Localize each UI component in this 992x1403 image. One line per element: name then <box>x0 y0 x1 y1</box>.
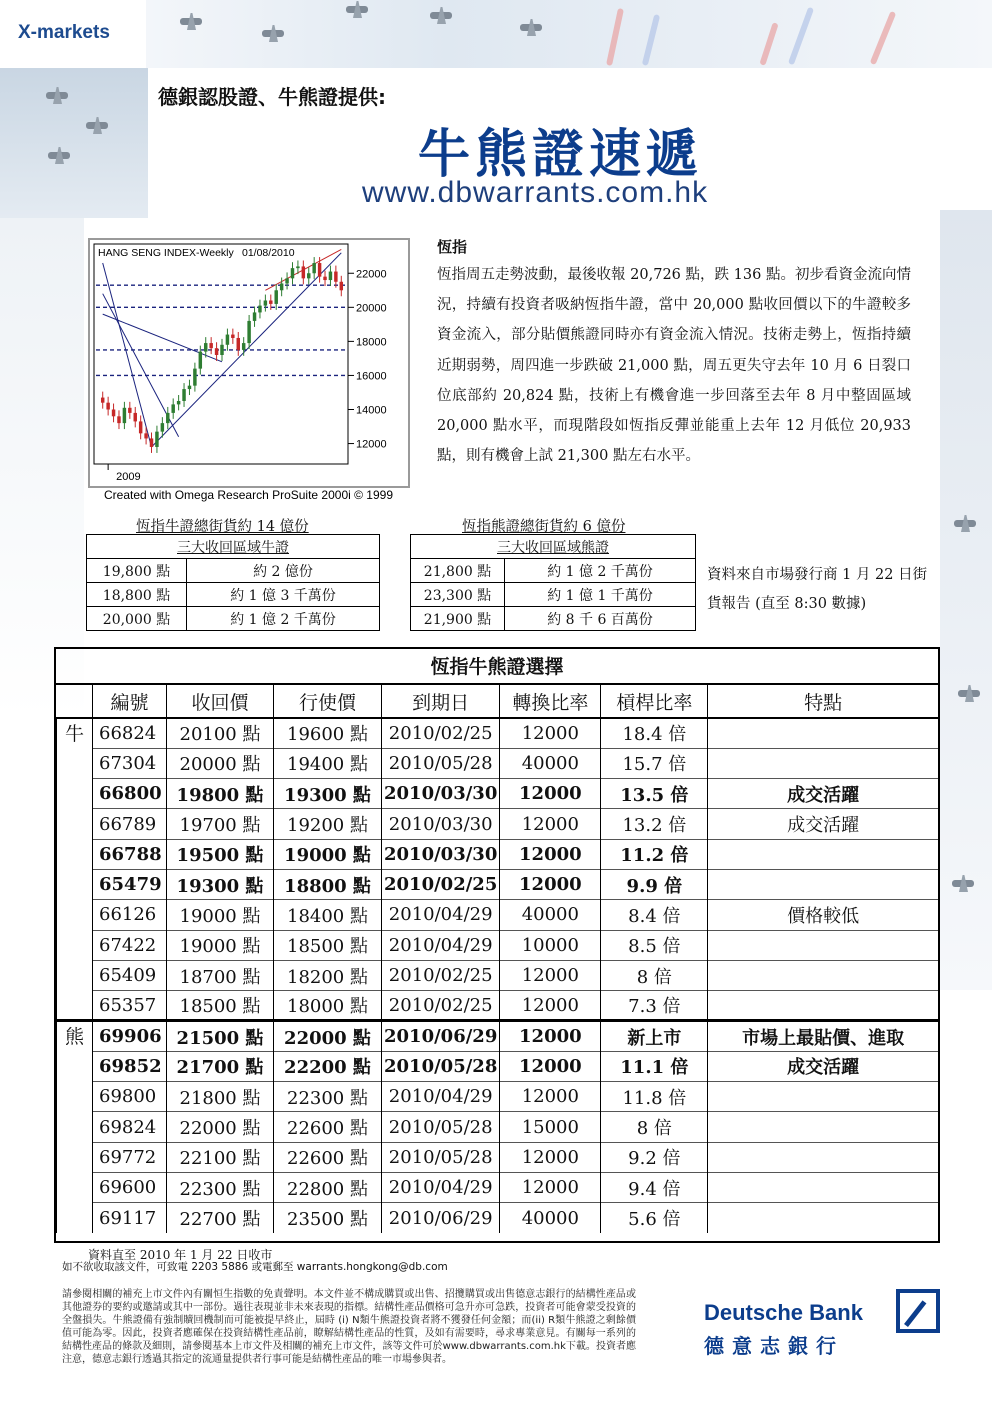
candle-body <box>139 421 142 433</box>
cell-call: 19000 點 <box>167 900 274 930</box>
candle-body <box>199 352 202 369</box>
cell-code[interactable]: 65479 <box>93 869 167 899</box>
candle-body <box>307 273 310 278</box>
bear-summary-row <box>411 607 696 631</box>
side-label: 牛 <box>57 718 93 1021</box>
candle-body <box>334 272 337 282</box>
cell-note <box>708 869 938 899</box>
candle-body <box>323 277 326 280</box>
bear-summary-row <box>411 559 696 583</box>
cell-code[interactable]: 66126 <box>93 900 167 930</box>
bull-summary-row <box>87 559 380 583</box>
cell-expiry: 2010/02/25 <box>382 991 500 1021</box>
bull-summary-table <box>86 534 380 631</box>
cell-strike: 18400 點 <box>274 900 382 930</box>
cell-note <box>708 960 938 990</box>
chart-date-label: 01/08/2010 <box>242 247 295 259</box>
cell-code[interactable]: 69772 <box>93 1142 167 1172</box>
candle-body <box>285 278 288 283</box>
jets-photo-left <box>0 68 148 218</box>
cell-expiry: 2010/03/30 <box>382 779 500 809</box>
cell-expiry: 2010/06/29 <box>382 1021 500 1051</box>
jet-icon <box>262 30 284 37</box>
cell-lev: 5.6 倍 <box>601 1203 708 1233</box>
outstanding-amount: 約 1 億 2 千萬份 <box>187 607 380 631</box>
table-row <box>57 779 939 809</box>
cell-strike: 22300 點 <box>274 1082 382 1112</box>
cell-code[interactable]: 66824 <box>93 718 167 748</box>
candle-body <box>340 282 343 291</box>
outstanding-amount: 約 8 千 6 百萬份 <box>505 607 696 631</box>
bull-summary-row <box>87 583 380 607</box>
cell-code[interactable]: 69800 <box>93 1082 167 1112</box>
cell-ratio: 40000 <box>500 900 601 930</box>
table-row <box>57 718 939 748</box>
bear-summary-header: 三大收回區域熊證 <box>411 535 696 559</box>
jet-icon <box>430 12 452 19</box>
cell-code[interactable]: 69600 <box>93 1172 167 1202</box>
cell-lev: 13.2 倍 <box>601 809 708 839</box>
cell-ratio: 12000 <box>500 839 601 869</box>
header-sky-banner <box>0 0 992 68</box>
candle-body <box>302 266 305 278</box>
y-tick-label: 18000 <box>356 336 387 349</box>
candle-body <box>128 408 131 413</box>
candle-body <box>171 404 174 413</box>
cell-call: 19300 點 <box>167 869 274 899</box>
hsi-weekly-chart <box>88 238 410 506</box>
cell-lev: 11.1 倍 <box>601 1051 708 1081</box>
cell-note <box>708 930 938 960</box>
cell-lev: 新上市 <box>601 1021 708 1051</box>
side-header <box>57 685 93 718</box>
cell-strike: 18000 點 <box>274 991 382 1021</box>
deutsche-bank-name: Deutsche Bank <box>704 1300 863 1325</box>
candle-body <box>291 268 294 278</box>
data-date-note: 資料直至 2010 年 1 月 22 日收市 <box>88 1248 273 1262</box>
candle-body <box>106 403 109 410</box>
cell-ratio: 12000 <box>500 991 601 1021</box>
cbbc-selection-table <box>54 647 940 1243</box>
bear-summary-title: 恆指熊證總街貨約 6 億份 <box>462 519 626 535</box>
candle-body <box>253 312 256 321</box>
y-tick-label: 22000 <box>356 268 387 281</box>
sky-fade-left <box>0 218 84 718</box>
header-row <box>57 685 939 718</box>
cell-note: 成交活躍 <box>708 779 938 809</box>
unsubscribe-note: 如不欲收取該文件，可致電 2203 5886 或電郵至 warrants.hongkong@db.com <box>62 1261 448 1273</box>
candle-body <box>144 433 147 438</box>
candle-body <box>215 348 218 355</box>
cell-note <box>708 1082 938 1112</box>
cell-strike: 19200 點 <box>274 809 382 839</box>
xmarkets-logo: X-markets <box>18 22 110 43</box>
cell-call: 21500 點 <box>167 1021 274 1051</box>
bull-summary-header: 三大收回區域牛證 <box>87 535 380 559</box>
table-row <box>57 991 939 1021</box>
cell-strike: 19000 點 <box>274 839 382 869</box>
cell-lev: 13.5 倍 <box>601 779 708 809</box>
cell-code[interactable]: 69906 <box>93 1021 167 1051</box>
outstanding-amount: 約 1 億 3 千萬份 <box>187 583 380 607</box>
cell-lev: 8.4 倍 <box>601 900 708 930</box>
table-row <box>57 1082 939 1112</box>
candle-body <box>242 343 245 350</box>
table-row <box>57 1142 939 1172</box>
y-tick-label: 14000 <box>356 404 387 417</box>
cell-call: 20000 點 <box>167 748 274 778</box>
deutsche-bank-name-cn: 德意志銀行 <box>704 1334 844 1358</box>
candle-body <box>177 401 180 404</box>
col-header: 槓桿比率 <box>601 685 708 718</box>
cell-expiry: 2010/04/29 <box>382 930 500 960</box>
commentary-body: 恆指周五走勢波動，最後收報 20,726 點，跌 136 點。初步看資金流向情況，持續有投資者吸納恆指牛證，當中 20,000 點收回價以下的牛證較多資金流入，部分貼價熊證同時亦有資金流入情況。技術走勢上，恆指持續近期弱勢，周四進一步跌破 21,000 點，周五更失守去年 10 月 6 日裂口位底部約 20,824 點，技術上有機會進一步回落至去年 8 月中整固區域 20,000 點水平，而現階段如恆指反彈並能重上去年 12 月低位 20,933 點，則有機會上試 21,300 點左右水平。 <box>437 267 911 465</box>
cell-strike: 22200 點 <box>274 1051 382 1081</box>
cell-call: 22700 點 <box>167 1203 274 1233</box>
cell-expiry: 2010/05/28 <box>382 1051 500 1081</box>
candle-body <box>237 338 240 350</box>
cell-expiry: 2010/04/29 <box>382 900 500 930</box>
candle-body <box>182 389 185 401</box>
provider-line: 德銀認股證、牛熊證提供: <box>158 85 386 109</box>
cell-call: 20100 點 <box>167 718 274 748</box>
cell-strike: 22600 點 <box>274 1142 382 1172</box>
cell-expiry: 2010/02/25 <box>382 960 500 990</box>
cell-strike: 18200 點 <box>274 960 382 990</box>
cell-ratio: 12000 <box>500 960 601 990</box>
candle-body <box>247 321 250 343</box>
y-tick-label: 20000 <box>356 302 387 315</box>
cell-code[interactable]: 67304 <box>93 748 167 778</box>
cell-ratio: 40000 <box>500 748 601 778</box>
cell-lev: 8 倍 <box>601 1112 708 1142</box>
jet-icon <box>46 92 68 99</box>
call-level: 21,900 點 <box>411 607 505 631</box>
cell-expiry: 2010/02/25 <box>382 869 500 899</box>
candle-body <box>117 416 120 423</box>
jet-icon <box>952 880 974 887</box>
candle-body <box>296 266 299 268</box>
call-level: 23,300 點 <box>411 583 505 607</box>
cell-code[interactable]: 69117 <box>93 1203 167 1233</box>
chart-credit: Created with Omega Research ProSuite 2000i © 1999 <box>104 488 394 502</box>
cell-note: 成交活躍 <box>708 809 938 839</box>
cell-lev: 11.8 倍 <box>601 1082 708 1112</box>
candle-body <box>231 335 234 338</box>
cell-note <box>708 991 938 1021</box>
candle-body <box>220 345 223 355</box>
call-level: 20,000 點 <box>87 607 187 631</box>
table-row <box>57 809 939 839</box>
col-header: 行使價 <box>274 685 382 718</box>
table-row <box>57 869 939 899</box>
cell-code[interactable]: 65357 <box>93 991 167 1021</box>
cell-code[interactable]: 66789 <box>93 809 167 839</box>
candle-body <box>101 398 104 403</box>
cell-call: 21800 點 <box>167 1082 274 1112</box>
cell-lev: 8 倍 <box>601 960 708 990</box>
deutsche-bank-logo-icon <box>896 1289 940 1333</box>
cell-strike: 22000 點 <box>274 1021 382 1051</box>
jet-icon <box>86 122 108 129</box>
candle-body <box>280 283 283 290</box>
candle-body <box>188 386 191 389</box>
candle-body <box>155 432 158 447</box>
cell-lev: 18.4 倍 <box>601 718 708 748</box>
y-tick-label: 12000 <box>356 438 387 451</box>
table-row <box>57 1172 939 1202</box>
cell-lev: 15.7 倍 <box>601 748 708 778</box>
cell-call: 22000 點 <box>167 1112 274 1142</box>
cell-call: 22300 點 <box>167 1172 274 1202</box>
cell-note <box>708 1142 938 1172</box>
candle-body <box>318 263 321 277</box>
table-row <box>57 900 939 930</box>
bull-summary-row <box>87 607 380 631</box>
cell-strike: 19300 點 <box>274 779 382 809</box>
cell-call: 18700 點 <box>167 960 274 990</box>
call-level: 18,800 點 <box>87 583 187 607</box>
candle-body <box>204 343 207 352</box>
candle-body <box>274 290 277 304</box>
candle-body <box>209 343 212 348</box>
candle-body <box>150 438 153 447</box>
website-url[interactable]: www.dbwarrants.com.hk <box>362 176 709 209</box>
cell-note <box>708 748 938 778</box>
cell-ratio: 12000 <box>500 1082 601 1112</box>
cell-strike: 22800 點 <box>274 1172 382 1202</box>
bear-summary-table <box>410 534 696 631</box>
col-header: 轉換比率 <box>500 685 601 718</box>
cell-call: 19800 點 <box>167 779 274 809</box>
table-row <box>57 1021 939 1051</box>
jet-icon <box>48 152 70 159</box>
cell-call: 19500 點 <box>167 839 274 869</box>
cell-expiry: 2010/04/29 <box>382 1172 500 1202</box>
cell-strike: 18800 點 <box>274 869 382 899</box>
col-header: 收回價 <box>167 685 274 718</box>
cell-note: 市場上最貼價、進取 <box>708 1021 938 1051</box>
cell-lev: 7.3 倍 <box>601 991 708 1021</box>
cell-expiry: 2010/03/30 <box>382 809 500 839</box>
source-note: 資料來自市場發行商 1 月 22 日街貨報告 (直至 8:30 數據) <box>707 567 928 612</box>
outstanding-amount: 約 1 億 2 千萬份 <box>505 559 696 583</box>
page-title: 牛熊證速遞 <box>418 125 704 185</box>
cell-ratio: 12000 <box>500 1172 601 1202</box>
disclaimer: 請參閱相關的補充上市文件內有關恒生指數的免責聲明。本文件並不構成購買或出售、招攬購買或出售德意志銀行的結構性產品或其他證券的要約或邀請或其中一部份。過往表現並非未來表現的指標。結構性產品價格可急升亦可急跌，投資者可能會蒙受投資的全盤損失。牛熊證備有強制贖回機制而可能被提早終止，屆時 (i) N類牛熊證投資者將不獲發任何金額；而(ii) R類牛熊證之剩餘價值可能為零。因此，投資者應確保在投資結構性產品前，瞭解結構性產品的性質，及如有需要時，尋求專業意見。有關每一系列的結構性產品的條款及細則，請參閱基本上市文件及相關的補充上市文件，該等文件可於www.dbwarrants.com.hk下載。投資者應注意，德意志銀行透過其指定的流通量提供者行事可能是結構性產品的唯一市場參與者。 <box>62 1289 636 1366</box>
table-row <box>57 748 939 778</box>
outstanding-amount: 約 2 億份 <box>187 559 380 583</box>
col-header: 特點 <box>708 685 938 718</box>
candle-body <box>112 410 115 417</box>
table-row <box>57 930 939 960</box>
cell-lev: 9.2 倍 <box>601 1142 708 1172</box>
cell-expiry: 2010/02/25 <box>382 718 500 748</box>
table-row <box>57 1203 939 1233</box>
cell-code[interactable]: 69824 <box>93 1112 167 1142</box>
bull-summary-title: 恆指牛證總街貨約 14 億份 <box>136 519 309 535</box>
cell-note: 價格較低 <box>708 900 938 930</box>
cell-lev: 11.2 倍 <box>601 839 708 869</box>
cell-code[interactable]: 67422 <box>93 930 167 960</box>
cell-expiry: 2010/05/28 <box>382 1142 500 1172</box>
cell-ratio: 12000 <box>500 809 601 839</box>
x-tick-label: 2009 <box>116 471 141 483</box>
candle-body <box>166 413 169 423</box>
cell-strike: 19400 點 <box>274 748 382 778</box>
cell-note <box>708 718 938 748</box>
table-row <box>57 839 939 869</box>
cell-strike: 23500 點 <box>274 1203 382 1233</box>
candle-body <box>312 263 315 273</box>
call-level: 21,800 點 <box>411 559 505 583</box>
cell-expiry: 2010/04/29 <box>382 1082 500 1112</box>
cell-note: 成交活躍 <box>708 1051 938 1081</box>
cell-lev: 9.9 倍 <box>601 869 708 899</box>
cell-expiry: 2010/06/29 <box>382 1203 500 1233</box>
cell-code[interactable]: 65409 <box>93 960 167 990</box>
cell-call: 18500 點 <box>167 991 274 1021</box>
cell-strike: 19600 點 <box>274 718 382 748</box>
candle-body <box>329 272 332 281</box>
cell-lev: 8.5 倍 <box>601 930 708 960</box>
chart-svg <box>88 238 410 488</box>
table-row <box>57 1051 939 1081</box>
outstanding-amount: 約 1 億 1 千萬份 <box>505 583 696 607</box>
cell-ratio: 12000 <box>500 1142 601 1172</box>
cell-strike: 18500 點 <box>274 930 382 960</box>
candle-body <box>161 423 164 432</box>
cell-strike: 22600 點 <box>274 1112 382 1142</box>
jet-icon <box>520 24 542 31</box>
cell-call: 19000 點 <box>167 930 274 960</box>
cell-ratio: 40000 <box>500 1203 601 1233</box>
col-header: 到期日 <box>382 685 500 718</box>
cell-ratio: 12000 <box>500 1021 601 1051</box>
candle-body <box>134 413 137 422</box>
y-tick-label: 16000 <box>356 370 387 383</box>
candle-body <box>264 301 267 306</box>
cell-code[interactable]: 66788 <box>93 839 167 869</box>
call-level: 19,800 點 <box>87 559 187 583</box>
chart-title: HANG SENG INDEX-Weekly <box>98 247 234 259</box>
cell-note <box>708 1112 938 1142</box>
cell-ratio: 12000 <box>500 718 601 748</box>
candle-body <box>269 301 272 304</box>
cell-note <box>708 1172 938 1202</box>
cell-call: 22100 點 <box>167 1142 274 1172</box>
cell-ratio: 12000 <box>500 1051 601 1081</box>
brand-bar <box>0 0 146 68</box>
candle-body <box>258 306 261 313</box>
cell-ratio: 15000 <box>500 1112 601 1142</box>
table-row <box>57 960 939 990</box>
cell-expiry: 2010/03/30 <box>382 839 500 869</box>
jet-icon <box>958 690 980 697</box>
cell-note <box>708 839 938 869</box>
bear-summary-row <box>411 583 696 607</box>
cell-ratio: 12000 <box>500 869 601 899</box>
jet-icon <box>954 520 976 527</box>
commentary-heading: 恆指 <box>437 238 468 256</box>
cell-code[interactable]: 66800 <box>93 779 167 809</box>
candle-body <box>123 408 126 423</box>
cell-code[interactable]: 69852 <box>93 1051 167 1081</box>
cell-call: 21700 點 <box>167 1051 274 1081</box>
jet-icon <box>346 6 368 13</box>
cell-expiry: 2010/05/28 <box>382 1112 500 1142</box>
cell-ratio: 12000 <box>500 779 601 809</box>
jet-icon <box>180 18 202 25</box>
cell-call: 19700 點 <box>167 809 274 839</box>
table-title: 恆指牛熊證選擇 <box>56 649 938 685</box>
warrant-grid <box>56 685 938 1233</box>
cell-lev: 9.4 倍 <box>601 1172 708 1202</box>
side-label: 熊 <box>57 1021 93 1233</box>
table-row <box>57 1112 939 1142</box>
jets-photo-right <box>940 210 992 990</box>
cell-ratio: 10000 <box>500 930 601 960</box>
candle-body <box>226 335 229 345</box>
candle-body <box>193 369 196 386</box>
cell-expiry: 2010/05/28 <box>382 748 500 778</box>
col-header: 編號 <box>93 685 167 718</box>
cell-note <box>708 1203 938 1233</box>
